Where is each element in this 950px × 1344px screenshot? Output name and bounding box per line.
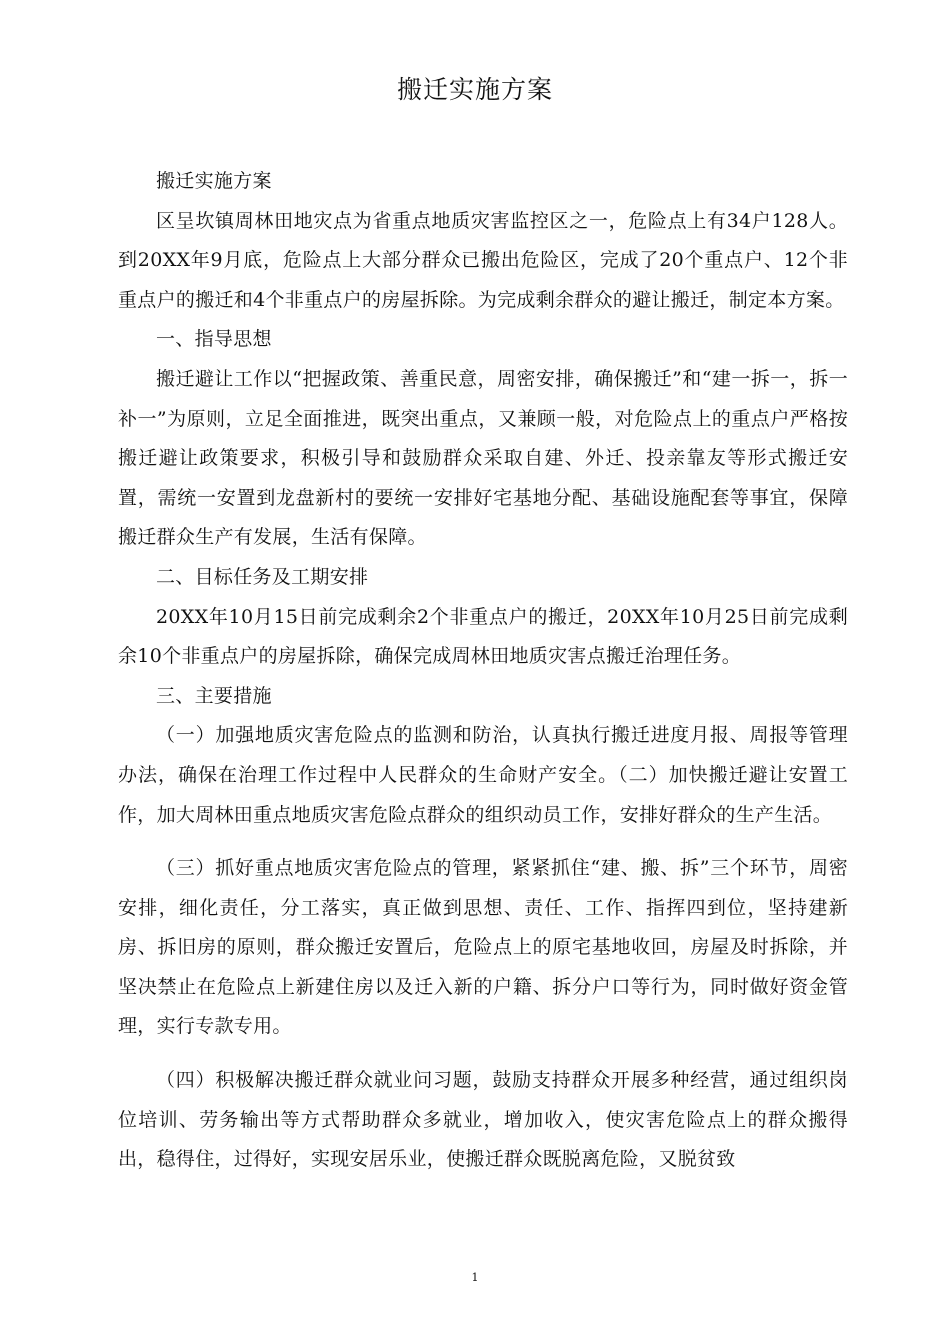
paragraph-measures-1-2: （一）加强地质灾害危险点的监测和防治，认真执行搬迁进度月报、周报等管理办法，确保在治理工作过程中人民群众的生命财产安全。（二）加快搬迁避让安置工作，加大周林田重点地质灾害危险点群众的组织动员工作，安排好群众的生产生活。 xyxy=(118,724,848,826)
paragraph-gap xyxy=(118,1047,848,1061)
heading-main-measures: 三、主要措施 xyxy=(156,684,272,707)
document-title: 搬迁实施方案 xyxy=(396,75,553,104)
document-body xyxy=(118,162,848,1180)
heading-guiding-ideology: 一、指导思想 xyxy=(156,328,272,351)
paragraph-measure-3: （三）抓好重点地质灾害危险点的管理，紧紧抓住“建、搬、拆”三个环节，周密安排，细化责任，分工落实，真正做到思想、责任、工作、指挥四到位，坚持建新房、拆旧房的原则，群众搬迁安置后，危险点上的原宅基地收回，房屋及时拆除，并坚决禁止在危险点上新建住房以及迁入新的户籍、拆分户口等行为，同时做好资金管理，实行专款专用。 xyxy=(118,857,848,1038)
paragraph-measure-4: （四）积极解决搬迁群众就业问习题，鼓励支持群众开展多种经营，通过组织岗位培训、劳务输出等方式帮助群众多就业，增加收入，使灾害危险点上的群众搬得出，稳得住，过得好，实现安居乐业，使搬迁群众既脱离危险，又脱贫致 xyxy=(118,1069,848,1171)
page-number: 1 xyxy=(471,1271,479,1284)
paragraph-intro: 区呈坎镇周林田地灾点为省重点地质灾害监控区之一，危险点上有34户128人。到20XX年9月底，危险点上大部分群众已搬出危险区，完成了20个重点户、12个非重点户的搬迁和4个非重点户的房屋拆除。为完成剩余群众的避让搬迁，制定本方案。 xyxy=(118,209,848,311)
heading-goals-schedule: 二、目标任务及工期安排 xyxy=(156,565,369,588)
paragraph-guiding-ideology: 搬迁避让工作以“把握政策、善重民意，周密安排，确保搬迁”和“建一拆一，拆一补一”为原则，立足全面推进，既突出重点，又兼顾一般，对危险点上的重点户严格按搬迁避让政策要求，积极引导和鼓励群众采取自建、外迁、投亲靠友等形式搬迁安置，需统一安置到龙盘新村的要统一安排好宅基地分配、基础设施配套等事宜，保障搬迁群众生产有发展，生活有保障。 xyxy=(118,367,848,549)
paragraph-goals-schedule: 20XX年10月15日前完成剩余2个非重点户的搬迁，20XX年10月25日前完成剩余10个非重点户的房屋拆除，确保完成周林田地质灾害点搬迁治理任务。 xyxy=(118,605,848,668)
paragraph-subtitle: 搬迁实施方案 xyxy=(156,170,272,192)
paragraph-gap xyxy=(118,835,848,849)
